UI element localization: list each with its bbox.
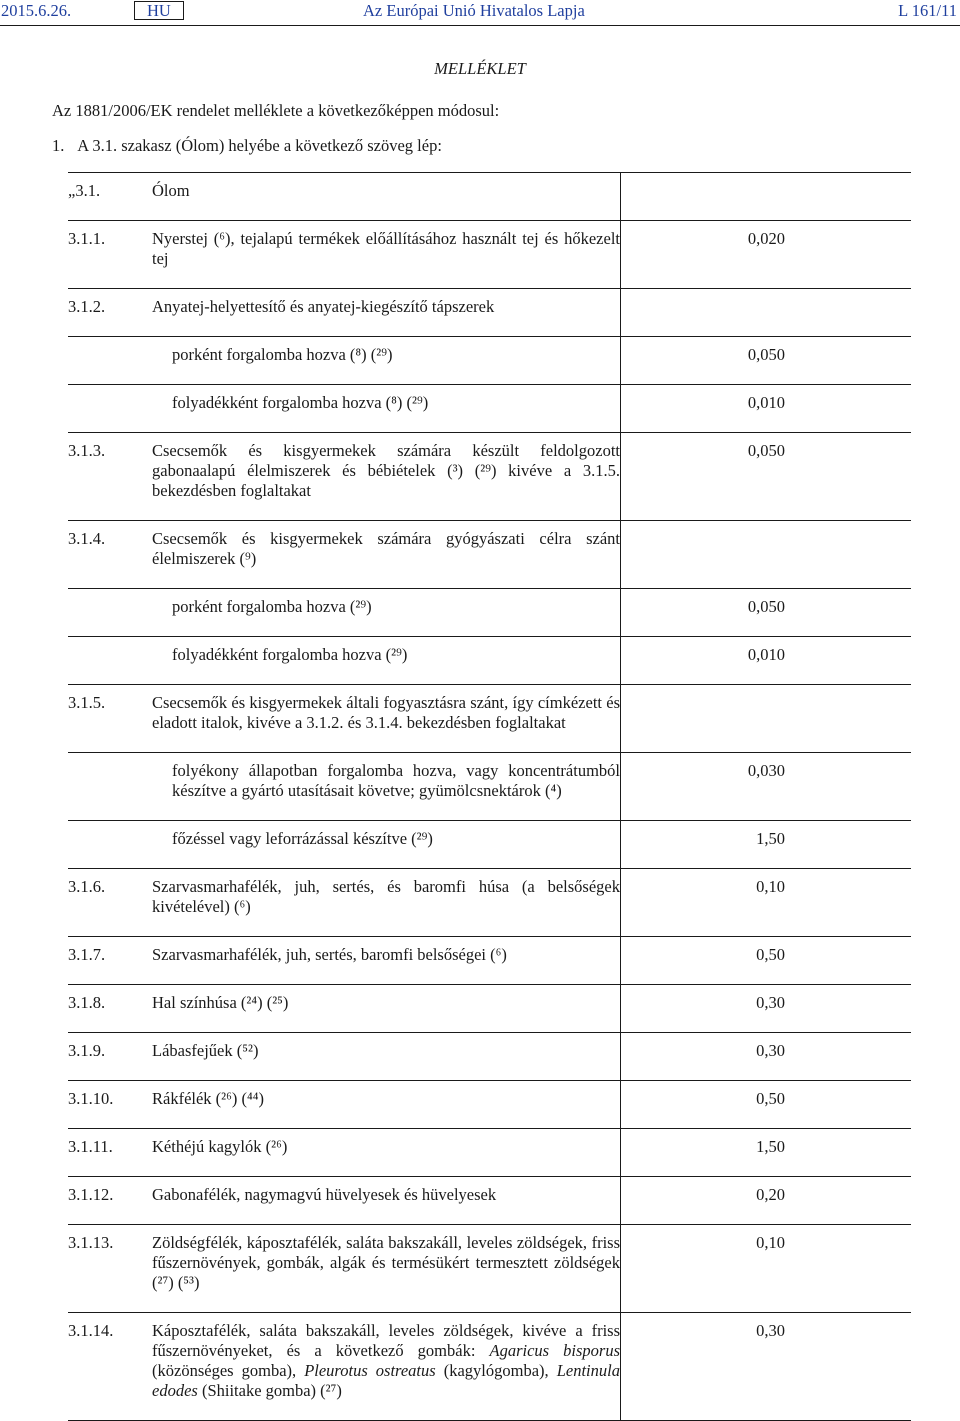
row-number [68, 753, 150, 821]
table-row [68, 869, 911, 937]
row-limit-value-text: 0,030 [747, 761, 785, 780]
row-limit-value [621, 1313, 912, 1421]
row-description [150, 337, 621, 385]
row-description [150, 937, 621, 985]
row-description-text: Ólom [152, 181, 190, 200]
row-description [150, 1033, 621, 1081]
table-row [68, 985, 911, 1033]
row-limit-value-text: 0,10 [756, 877, 785, 896]
row-limit-value-text: 1,50 [756, 829, 785, 848]
row-description-text: Zöldségfélék, káposztafélék, saláta bakszakáll, leveles zöldségek, friss fűszernövények, gombák, algák és termésükért termesztett zöldségek (²⁷) (⁵³) [152, 1233, 620, 1292]
row-limit-value [621, 821, 912, 869]
row-number [68, 589, 150, 637]
row-description-text: Lábasfejűek (⁵²) [152, 1041, 259, 1060]
row-description [150, 637, 621, 685]
table-row [68, 385, 911, 433]
row-number-text: 3.1.13. [68, 1233, 114, 1252]
row-number-text: 3.1.6. [68, 877, 106, 896]
row-limit-value [621, 753, 912, 821]
row-description-text: folyékony állapotban forgalomba hozva, vagy koncentrátumból készítve a gyártó utasításait követve; gyümölcsnektárok (⁴) [172, 761, 620, 800]
row-limit-value-text [621, 685, 911, 712]
row-number-text [68, 753, 150, 780]
row-number [68, 289, 150, 337]
row-number-text: 3.1.5. [68, 693, 106, 712]
row-description [150, 1313, 621, 1421]
row-number-text [68, 821, 150, 848]
row-number [68, 985, 150, 1033]
language-badge: HU [134, 1, 184, 20]
row-limit-value [621, 173, 912, 221]
point-number: 1. [52, 136, 65, 155]
row-limit-value [621, 221, 912, 289]
row-limit-value-text [621, 173, 911, 200]
row-limit-value [621, 1129, 912, 1177]
row-number-text: 3.1.4. [68, 529, 106, 548]
table-row [68, 821, 911, 869]
row-description-text: főzéssel vagy leforrázással készítve (²⁹) [172, 829, 433, 848]
row-number [68, 337, 150, 385]
row-number [68, 385, 150, 433]
row-description [150, 869, 621, 937]
row-number [68, 1225, 150, 1313]
row-number [68, 685, 150, 753]
row-number [68, 1177, 150, 1225]
table-row [68, 1313, 911, 1421]
row-description-text: Kéthéjú kagylók (²⁶) [152, 1137, 288, 1156]
row-description-text: folyadékként forgalomba hozva (²⁹) [172, 645, 408, 664]
row-number [68, 1129, 150, 1177]
row-number-text: „3.1. [68, 181, 101, 200]
row-limit-value-text: 0,010 [747, 393, 785, 412]
row-description-text: Csecsemők és kisgyermekek általi fogyasztásra szánt, így címkézett és eladott italok, kivéve a 3.1.2. és 3.1.4. bekezdésben foglaltakat [152, 693, 620, 732]
row-number [68, 937, 150, 985]
table-row [68, 433, 911, 521]
row-limit-value-text: 0,020 [747, 229, 785, 248]
table-row [68, 221, 911, 289]
table-row [68, 753, 911, 821]
row-limit-value [621, 521, 912, 589]
table-row [68, 337, 911, 385]
row-description-text: folyadékként forgalomba hozva (⁸) (²⁹) [172, 393, 429, 412]
row-limit-value [621, 869, 912, 937]
row-description [150, 385, 621, 433]
table-row [68, 1177, 911, 1225]
row-number-text: 3.1.11. [68, 1137, 113, 1156]
row-number-text [68, 589, 150, 616]
row-limit-value [621, 589, 912, 637]
row-number [68, 869, 150, 937]
row-limit-value-text: 0,050 [747, 345, 785, 364]
row-number-text: 3.1.3. [68, 441, 106, 460]
table-row [68, 1225, 911, 1313]
row-limit-value-text: 0,50 [756, 945, 785, 964]
row-limit-value [621, 937, 912, 985]
row-number-text: 3.1.10. [68, 1089, 114, 1108]
row-description [150, 1129, 621, 1177]
table-row [68, 1129, 911, 1177]
row-description [150, 1177, 621, 1225]
header-date: 2015.6.26. [1, 1, 72, 20]
row-number [68, 521, 150, 589]
row-limit-value-text: 0,20 [756, 1185, 785, 1204]
row-number [68, 821, 150, 869]
row-limit-value-text [621, 289, 911, 316]
row-limit-value-text: 0,50 [756, 1089, 785, 1108]
row-number [68, 173, 150, 221]
row-number [68, 221, 150, 289]
row-number-text: 3.1.1. [68, 229, 106, 248]
row-limit-value-text [621, 521, 911, 548]
table-row [68, 173, 911, 221]
row-description-text: Gabonafélék, nagymagvú hüvelyesek és hüvelyesek [152, 1185, 497, 1204]
table-row [68, 637, 911, 685]
row-number-text: 3.1.9. [68, 1041, 106, 1060]
row-limit-value-text: 0,010 [747, 645, 785, 664]
row-number-text: 3.1.12. [68, 1185, 114, 1204]
table-row [68, 685, 911, 753]
row-description [150, 221, 621, 289]
row-limit-value-text: 0,050 [747, 441, 785, 460]
table-row [68, 521, 911, 589]
row-description-text: Csecsemők és kisgyermekek számára készült feldolgozott gabonaalapú élelmiszerek és bébiételek (³) (²⁹) kivéve a 3.1.5. bekezdésben foglaltakat [152, 441, 620, 500]
row-limit-value [621, 337, 912, 385]
table-row [68, 1081, 911, 1129]
row-limit-value [621, 433, 912, 521]
row-limit-value [621, 637, 912, 685]
row-description [150, 589, 621, 637]
row-description-text: Szarvasmarhafélék, juh, sertés, baromfi belsőségei (⁶) [152, 945, 507, 964]
row-description [150, 521, 621, 589]
row-limit-value [621, 985, 912, 1033]
row-description [150, 685, 621, 753]
row-number [68, 433, 150, 521]
row-limit-value-text: 0,30 [756, 1041, 785, 1060]
row-number [68, 1313, 150, 1421]
row-description-text: Szarvasmarhafélék, juh, sertés, és baromfi húsa (a belsőségek kivételével) (⁶) [152, 877, 620, 916]
row-description-text: Anyatej-helyettesítő és anyatej-kiegészítő tápszerek [152, 297, 495, 316]
table-row [68, 1033, 911, 1081]
row-limit-value [621, 1177, 912, 1225]
row-limit-value-text: 0,30 [756, 1321, 785, 1340]
row-limit-value [621, 1225, 912, 1313]
row-number [68, 1033, 150, 1081]
row-limit-value [621, 685, 912, 753]
row-description [150, 1081, 621, 1129]
row-description [150, 1225, 621, 1313]
row-number-text: 3.1.8. [68, 993, 106, 1012]
journal-title: Az Európai Unió Hivatalos Lapja [363, 1, 585, 20]
row-limit-value [621, 1033, 912, 1081]
header-rule [0, 25, 960, 26]
row-number [68, 1081, 150, 1129]
row-description-text: Rákfélék (²⁶) (⁴⁴) [152, 1089, 264, 1108]
row-number-text: 3.1.7. [68, 945, 106, 964]
row-limit-value [621, 1081, 912, 1129]
row-description-text: porként forgalomba hozva (⁸) (²⁹) [172, 345, 393, 364]
row-description-text: Nyerstej (⁶), tejalapú termékek előállításához használt tej és hőkezelt tej [152, 229, 620, 268]
row-limit-value [621, 289, 912, 337]
row-number-text: 3.1.2. [68, 297, 106, 316]
table-row [68, 937, 911, 985]
row-number-text [68, 637, 150, 664]
row-description-text: Csecsemők és kisgyermekek számára gyógyászati célra szánt élelmiszerek (⁹) [152, 529, 620, 568]
row-description-text: porként forgalomba hozva (²⁹) [172, 597, 372, 616]
row-limit-value [621, 385, 912, 433]
row-limit-value-text: 0,30 [756, 993, 785, 1012]
table-row [68, 289, 911, 337]
row-limit-value-text: 0,050 [747, 597, 785, 616]
row-number [68, 637, 150, 685]
row-limit-value-text: 1,50 [756, 1137, 785, 1156]
page-header [0, 0, 960, 26]
point-text: A 3.1. szakasz (Ólom) helyébe a következő szöveg lép: [77, 136, 442, 155]
row-description [150, 289, 621, 337]
row-description [150, 433, 621, 521]
row-number-text [68, 385, 150, 412]
row-description-text: Hal színhúsa (²⁴) (²⁵) [152, 993, 289, 1012]
row-description-text: Káposztafélék, saláta bakszakáll, leveles zöldségek, kivéve a friss fűszernövényeket, és a következő gombák: Agaricus bisporus (közönséges gomba), Pleurotus ostreatus (kagylógomba), Lentinula edodes (Shiitake gomba) (²⁷) [152, 1321, 620, 1400]
row-description [150, 753, 621, 821]
row-number-text: 3.1.14. [68, 1321, 114, 1340]
lead-limits-table [68, 172, 911, 1421]
row-description [150, 173, 621, 221]
row-description [150, 821, 621, 869]
intro-paragraph: Az 1881/2006/EK rendelet melléklete a következőképpen módosul: [52, 101, 500, 120]
page-number: L 161/11 [898, 1, 957, 20]
row-number-text [68, 337, 150, 364]
row-limit-value-text: 0,10 [756, 1233, 785, 1252]
row-description [150, 985, 621, 1033]
table-row [68, 589, 911, 637]
point-1 [52, 136, 442, 156]
annex-title: MELLÉKLET [434, 59, 526, 78]
